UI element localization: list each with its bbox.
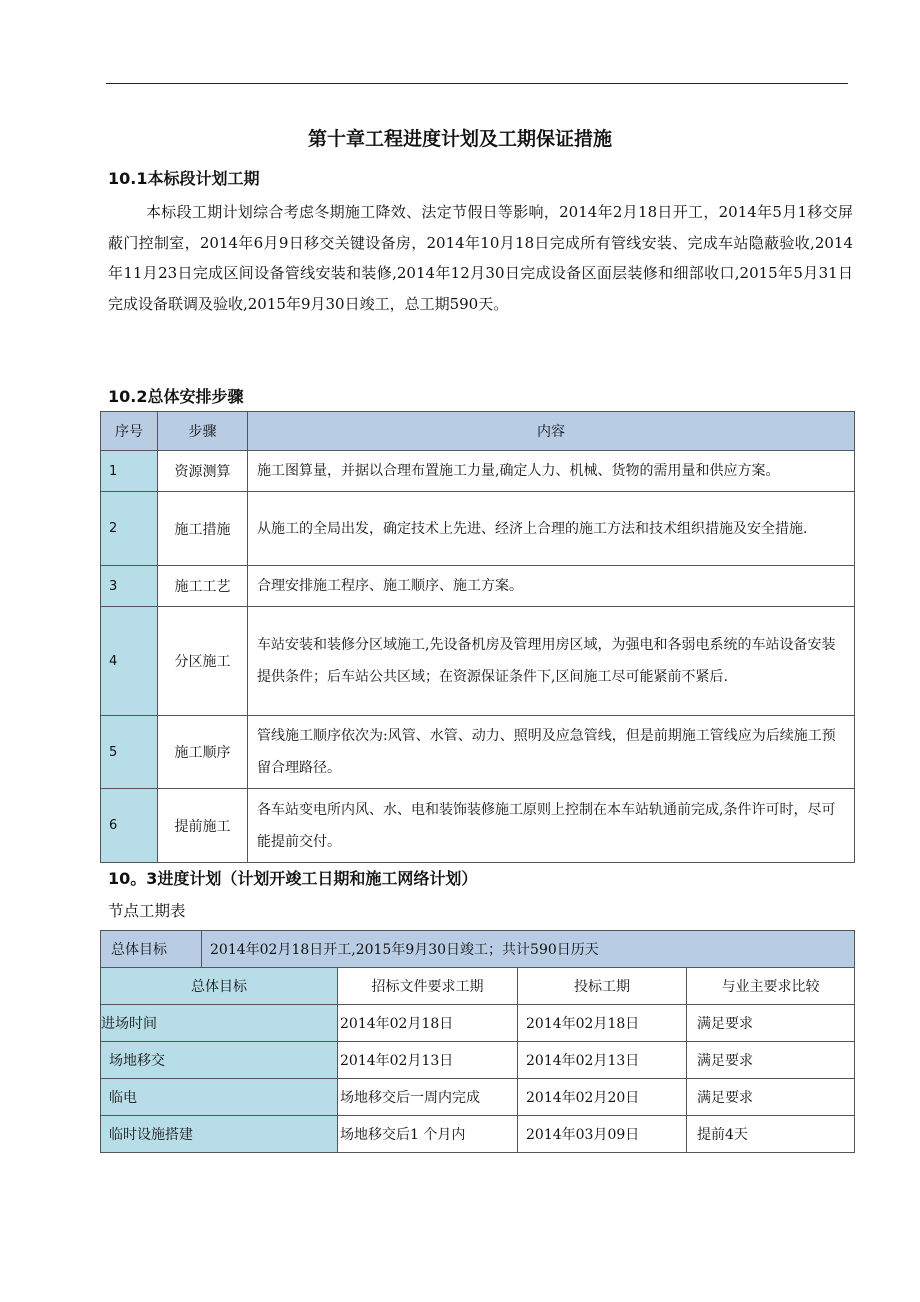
row-compare: 满足要求 bbox=[687, 1005, 855, 1042]
row-content: 各车站变电所内风、水、电和装饰装修施工原则上控制在本车站轨通前完成,条件许可时，尽可能提前交付。 bbox=[248, 789, 855, 863]
node-schedule-table bbox=[100, 930, 855, 1153]
table-row bbox=[101, 451, 855, 492]
row-compare: 提前4天 bbox=[687, 1116, 855, 1153]
section-heading-1: 10.1本标段计划工期 bbox=[108, 169, 260, 188]
node-schedule-caption: 节点工期表 bbox=[108, 902, 186, 920]
table-row bbox=[101, 492, 855, 566]
row-content: 施工图算量，并据以合理布置施工力量,确定人力、机械、货物的需用量和供应方案。 bbox=[248, 451, 855, 492]
row-item: 临时设施搭建 bbox=[101, 1116, 338, 1153]
row-no: 2 bbox=[101, 492, 158, 566]
table-row bbox=[101, 1042, 855, 1079]
section-heading-2: 10.2总体安排步骤 bbox=[108, 387, 244, 406]
chapter-title: 第十章工程进度计划及工期保证措施 bbox=[307, 128, 612, 150]
row-no: 1 bbox=[101, 451, 158, 492]
goal-row bbox=[101, 931, 855, 968]
row-compare: 满足要求 bbox=[687, 1079, 855, 1116]
row-required: 2014年02月13日 bbox=[338, 1042, 518, 1079]
header-bid: 投标工期 bbox=[518, 968, 687, 1005]
table-row bbox=[101, 789, 855, 863]
steps-table bbox=[100, 411, 855, 863]
row-step: 资源测算 bbox=[158, 451, 248, 492]
table-row bbox=[101, 566, 855, 607]
header-goal: 总体目标 bbox=[101, 968, 338, 1005]
node-header-row bbox=[101, 968, 855, 1005]
row-bid: 2014年02月13日 bbox=[518, 1042, 687, 1079]
row-content: 合理安排施工程序、施工顺序、施工方案。 bbox=[248, 566, 855, 607]
row-bid: 2014年02月20日 bbox=[518, 1079, 687, 1116]
row-compare: 满足要求 bbox=[687, 1042, 855, 1079]
goal-text: 2014年02月18日开工,2015年9月30日竣工；共计590日历天 bbox=[202, 931, 855, 968]
header-content: 内容 bbox=[248, 412, 855, 451]
table-row bbox=[101, 607, 855, 716]
row-no: 6 bbox=[101, 789, 158, 863]
table-row bbox=[101, 1005, 855, 1042]
table-row bbox=[101, 1079, 855, 1116]
row-content: 管线施工顺序依次为:风管、水管、动力、照明及应急管线，但是前期施工管线应为后续施工预留合理路径。 bbox=[248, 716, 855, 789]
row-no: 4 bbox=[101, 607, 158, 716]
row-no: 5 bbox=[101, 716, 158, 789]
table-row bbox=[101, 1116, 855, 1153]
row-step: 施工措施 bbox=[158, 492, 248, 566]
row-content: 车站安装和装修分区域施工,先设备机房及管理用房区域，为强电和各弱电系统的车站设备安装提供条件；后车站公共区域；在资源保证条件下,区间施工尽可能紧前不紧后. bbox=[248, 607, 855, 716]
section-heading-3: 10。3进度计划（计划开竣工日期和施工网络计划） bbox=[108, 869, 478, 888]
row-step: 施工顺序 bbox=[158, 716, 248, 789]
row-required: 场地移交后一周内完成 bbox=[338, 1079, 518, 1116]
row-bid: 2014年03月09日 bbox=[518, 1116, 687, 1153]
table-row bbox=[101, 716, 855, 789]
row-item: 进场时间 bbox=[101, 1005, 338, 1042]
header-compare: 与业主要求比较 bbox=[687, 968, 855, 1005]
row-required: 2014年02月18日 bbox=[338, 1005, 518, 1042]
header-step: 步骤 bbox=[158, 412, 248, 451]
schedule-paragraph: 本标段工期计划综合考虑冬期施工降效、法定节假日等影响，2014年2月18日开工，2014年5月1移交屏蔽门控制室，2014年6月9日移交关键设备房，2014年10月18日完成所有管线安装、完成车站隐蔽验收,2014年11月23日完成区间设备管线安装和装修,2014年12月30日完成设备区面层装修和细部收口,2015年5月31日完成设备联调及验收,2015年9月30日竣工，总工期590天。 bbox=[108, 203, 853, 313]
header-no: 序号 bbox=[101, 412, 158, 451]
header-required: 招标文件要求工期 bbox=[338, 968, 518, 1005]
row-required: 场地移交后1 个月内 bbox=[338, 1116, 518, 1153]
row-step: 提前施工 bbox=[158, 789, 248, 863]
row-item: 临电 bbox=[101, 1079, 338, 1116]
row-content: 从施工的全局出发，确定技术上先进、经济上合理的施工方法和技术组织措施及安全措施. bbox=[248, 492, 855, 566]
row-no: 3 bbox=[101, 566, 158, 607]
goal-label: 总体目标 bbox=[101, 931, 202, 968]
row-step: 分区施工 bbox=[158, 607, 248, 716]
row-step: 施工工艺 bbox=[158, 566, 248, 607]
header-rule bbox=[106, 83, 848, 84]
steps-header-row bbox=[101, 412, 855, 451]
row-bid: 2014年02月18日 bbox=[518, 1005, 687, 1042]
row-item: 场地移交 bbox=[101, 1042, 338, 1079]
